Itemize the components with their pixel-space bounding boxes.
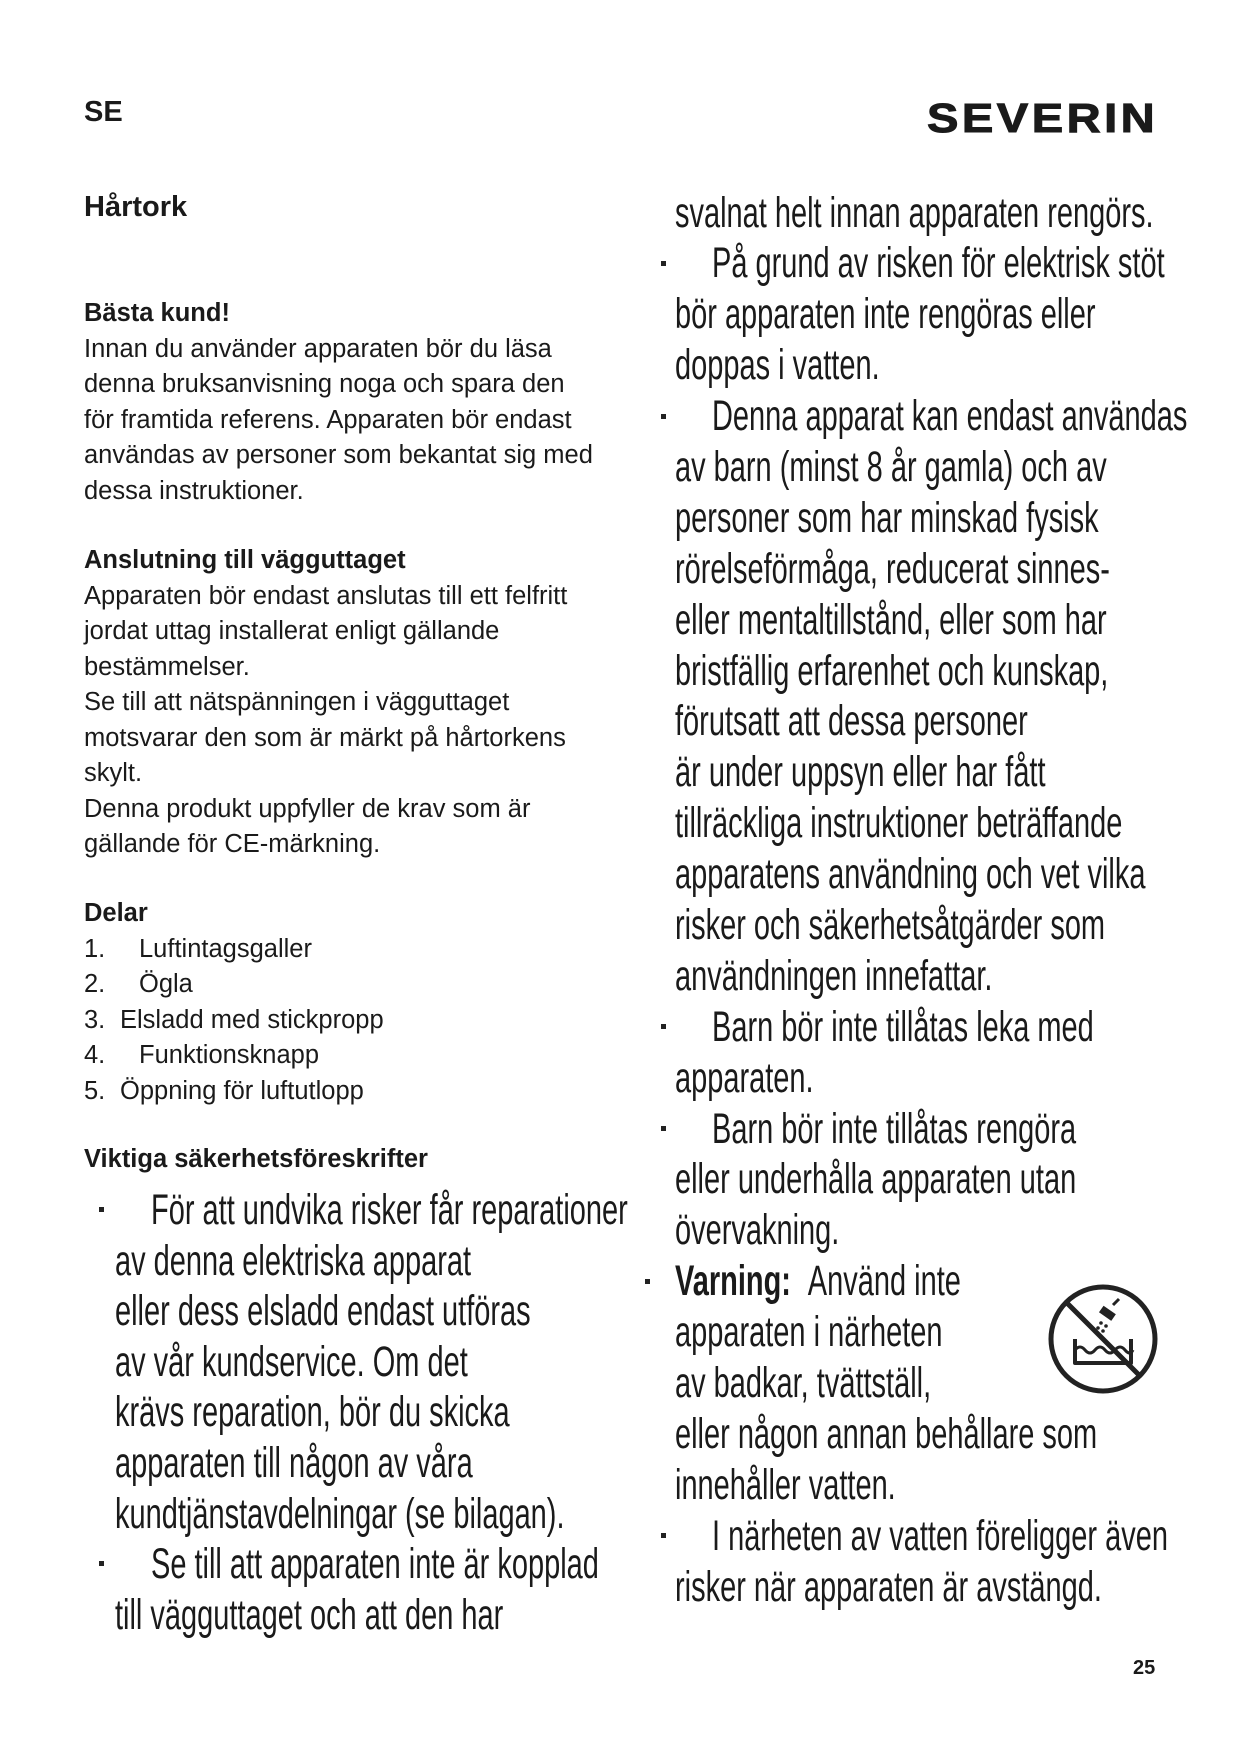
safety-text-line: eller underhålla apparaten utan <box>675 1155 1077 1204</box>
item-number: 3. <box>84 1005 106 1034</box>
greeting-section <box>84 296 644 509</box>
text-line: motsvarar den som är märkt på hårtorkens <box>84 723 566 752</box>
safety-text-line: apparatens användning och vet vilka <box>675 850 1146 899</box>
safety-text-line: bristfällig erfarenhet och kunskap, <box>675 646 1109 695</box>
safety-text-line: av denna elektriska apparat <box>115 1236 472 1285</box>
safety-left-column <box>0 1185 640 1655</box>
safety-text-line: krävs reparation, bör du skicka <box>115 1388 510 1437</box>
text-line: Denna produkt uppfyller de krav som är <box>84 794 531 823</box>
safety-text-line: kundtjänstavdelningar (se bilagan). <box>115 1489 565 1538</box>
safety-text-line: risker och säkerhetsåtgärder som <box>675 900 1106 949</box>
safety-text-line: eller dess elsladd endast utföras <box>115 1287 531 1336</box>
safety-text-line: apparaten till någon av våra <box>115 1438 473 1487</box>
item-number: 5. <box>84 1076 106 1105</box>
item-number: 2. <box>84 970 106 998</box>
safety-text-line: personer som har minskad fysisk <box>675 493 1099 542</box>
item-number: 1. <box>84 934 106 963</box>
section-heading: Bästa kund! <box>84 299 230 327</box>
safety-text-line: Barn bör inte tillåtas rengöra <box>712 1104 1077 1153</box>
safety-text-line: övervakning. <box>675 1206 840 1255</box>
page-number: 25 <box>1133 1657 1156 1679</box>
item-number: 4. <box>84 1041 106 1069</box>
parts-list-item <box>84 932 644 968</box>
item-label: Funktionsknapp <box>139 1041 320 1069</box>
safety-text-line: doppas i vatten. <box>675 341 880 390</box>
safety-text-line: av barn (minst 8 år gamla) och av <box>675 442 1107 491</box>
safety-text-line: Se till att apparaten inte är kopplad <box>151 1540 599 1589</box>
safety-text-line: svalnat helt innan apparaten rengörs. <box>675 188 1154 237</box>
safety-text-line: eller mentaltillstånd, eller som har <box>675 595 1107 644</box>
safety-text-line: innehåller vatten. <box>675 1460 896 1509</box>
connection-section <box>84 543 644 863</box>
safety-text-line: eller någon annan behållare som <box>675 1409 1098 1458</box>
bullet-icon <box>661 414 666 419</box>
safety-text-line: rörelseförmåga, reducerat sinnes- <box>675 544 1110 593</box>
safety-bullet-line <box>0 1185 640 1236</box>
safety-text-line: För att undvika risker får reparationer <box>151 1186 628 1234</box>
safety-text-line: I närheten av vatten föreligger även <box>712 1511 1168 1560</box>
item-label: Öppning för luftutlopp <box>120 1076 364 1105</box>
bullet-icon <box>661 1024 666 1029</box>
language-code: SE <box>84 96 123 128</box>
text-line: denna bruksanvisning noga och spara den <box>84 370 565 398</box>
bullet-icon <box>99 1207 104 1212</box>
parts-section <box>84 896 644 1109</box>
item-label: Elsladd med stickpropp <box>120 1005 384 1034</box>
page-title: Hårtork <box>84 191 188 223</box>
shower-head-icon <box>1096 1299 1119 1333</box>
text-line: bestämmelser. <box>84 652 250 681</box>
safety-text-line: av badkar, tvättställ, <box>675 1358 932 1407</box>
safety-text-line: apparaten. <box>675 1053 814 1102</box>
safety-text-line: apparaten i närheten <box>675 1308 943 1357</box>
safety-text-line: risker när apparaten är avstängd. <box>675 1562 1102 1611</box>
text-line: för framtida referens. Apparaten bör endast <box>84 405 572 434</box>
safety-right-column <box>600 188 1241 1628</box>
text-line: användas av personer som bekantat sig med <box>84 441 593 469</box>
text-line: skylt. <box>84 759 143 787</box>
safety-text-line: till vägguttaget och att den har <box>115 1590 504 1639</box>
section-heading: Anslutning till vägguttaget <box>84 546 406 574</box>
brand-logo: SEVERIN <box>927 95 1159 141</box>
safety-bullet-line <box>600 1002 1241 1053</box>
bullet-icon <box>645 1279 650 1284</box>
parts-list-item <box>84 967 644 1003</box>
text-line: gällande för CE-märkning. <box>84 830 381 858</box>
safety-bullet-line <box>600 1104 1241 1155</box>
safety-text-line: Denna apparat kan endast användas <box>712 392 1188 441</box>
warning-body: Använd inte <box>807 1257 961 1306</box>
safety-bullet-line <box>600 238 1241 289</box>
safety-bullet-line <box>600 391 1241 442</box>
bullet-icon <box>661 261 666 266</box>
text-line: jordat uttag installerat enligt gällande <box>84 617 500 645</box>
parts-list-item <box>84 1074 644 1110</box>
bullet-icon <box>661 1126 666 1131</box>
item-label: Luftintagsgaller <box>139 934 312 963</box>
safety-text-line: förutsatt att dessa personer <box>675 697 1028 746</box>
safety-text-line: På grund av risken för elektrisk stöt <box>712 239 1165 288</box>
no-bathtub-water-prohibition-icon <box>1043 1279 1163 1399</box>
warning-text <box>675 1256 961 1307</box>
parts-list-item <box>84 1003 644 1039</box>
parts-list-item <box>84 1038 644 1074</box>
section-heading: Viktiga säkerhetsföreskrifter <box>84 1145 428 1173</box>
text-line: Se till att nätspänningen i vägguttaget <box>84 688 510 716</box>
safety-text-line: av vår kundservice. Om det <box>115 1337 468 1386</box>
safety-bullet-line <box>0 1539 640 1590</box>
warning-label: Varning: <box>675 1257 791 1306</box>
safety-text-line: är under uppsyn eller har fått <box>675 748 1046 797</box>
section-heading: Delar <box>84 899 148 927</box>
safety-text-line: Barn bör inte tillåtas leka med <box>712 1002 1094 1051</box>
text-line: Apparaten bör endast anslutas till ett felfritt <box>84 581 568 610</box>
safety-text-line: användningen innefattar. <box>675 951 993 1000</box>
safety-text-line: tillräckliga instruktioner beträffande <box>675 799 1123 848</box>
text-line: Innan du använder apparaten bör du läsa <box>84 334 552 363</box>
safety-section-heading-wrap <box>84 1142 644 1178</box>
bullet-icon <box>661 1533 666 1538</box>
safety-bullet-line <box>600 1511 1241 1562</box>
bullet-icon <box>99 1561 104 1566</box>
item-label: Ögla <box>139 970 193 998</box>
safety-text-line: bör apparaten inte rengöras eller <box>675 290 1096 339</box>
text-line: dessa instruktioner. <box>84 476 304 505</box>
